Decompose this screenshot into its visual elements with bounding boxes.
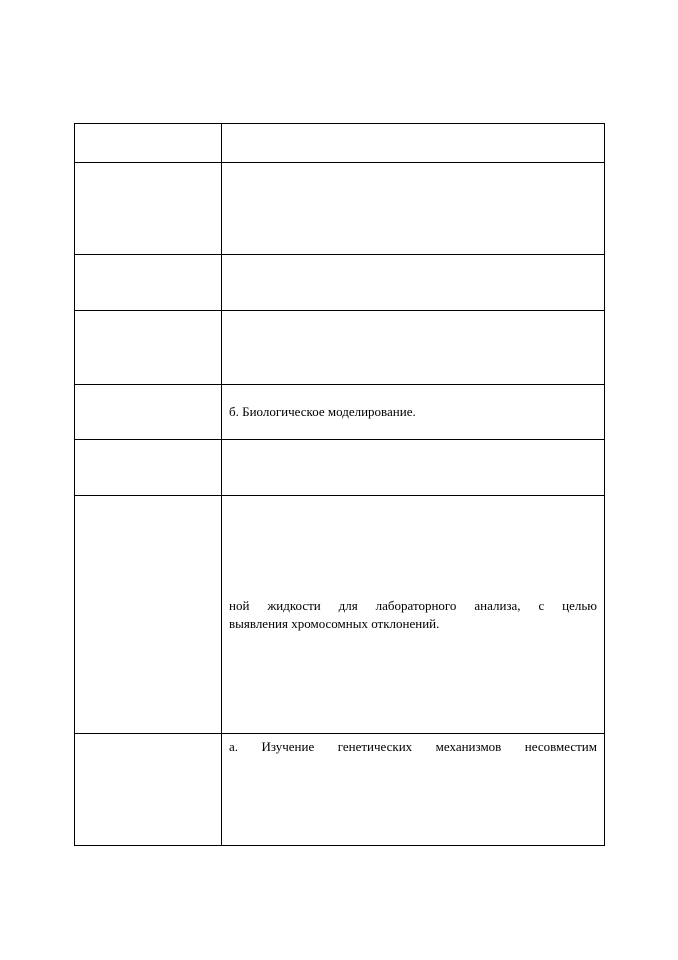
table-cell-right: [222, 440, 605, 496]
table-row: [75, 385, 605, 440]
table-cell-left: [75, 385, 222, 440]
table-cell-left: [75, 496, 222, 734]
table-row: [75, 440, 605, 496]
table-row: [75, 124, 605, 163]
table-cell-left: [75, 440, 222, 496]
table-cell-left: [75, 163, 222, 255]
table-row: [75, 496, 605, 734]
table-cell-left: [75, 734, 222, 846]
table-cell-left: [75, 311, 222, 385]
paragraph-line: ной жидкости для лабораторного анализа, с целью: [229, 597, 597, 613]
table-row: [75, 163, 605, 255]
table-cell-right: [222, 255, 605, 311]
table-cell-right: [222, 163, 605, 255]
paragraph-line: выявления хромосомных отклонений.: [229, 615, 440, 631]
table-cell-right: [222, 496, 605, 734]
table-cell-right: [222, 311, 605, 385]
table-cell-right: б. Биологическое моделирование.: [222, 385, 605, 440]
table-cell-right: [222, 124, 605, 163]
table-cell-left: [75, 255, 222, 311]
table-row: [75, 255, 605, 311]
paragraph-line: а. Изучение генетических механизмов несовместим: [229, 739, 597, 754]
table-cell-left: [75, 124, 222, 163]
table-row: [75, 734, 605, 846]
document-table: [74, 123, 605, 846]
table-row: [75, 311, 605, 385]
